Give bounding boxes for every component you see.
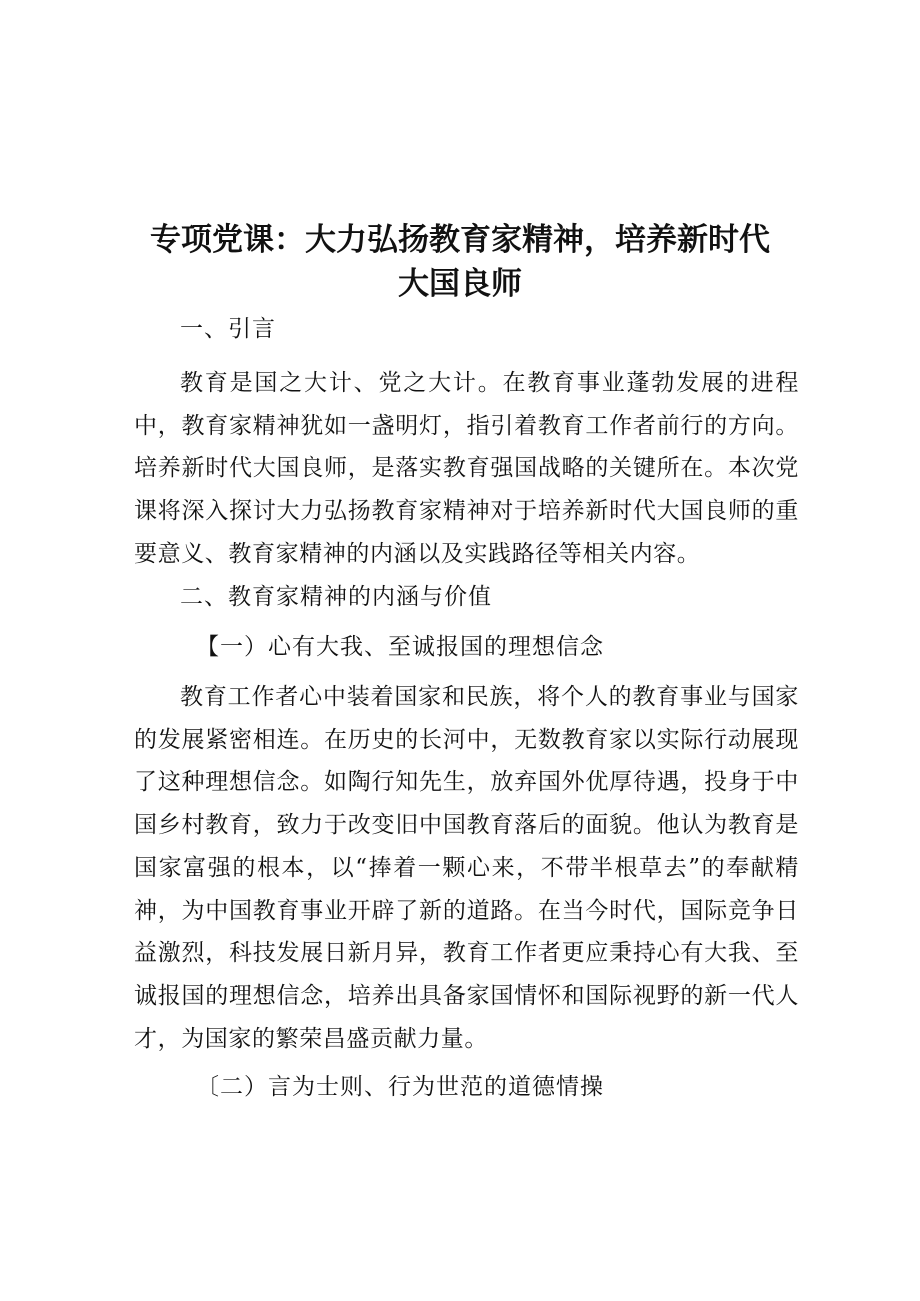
document-title-line-1: 专项党课：大力弘扬教育家精神，培养新时代 — [150, 222, 770, 258]
introduction-paragraph: 教育是国之大计、党之大计。在教育事业蓬勃发展的进程中，教育家精神犹如一盏明灯，指引着教育工作者前行的方向。培养新时代大国良师，是落实教育强国战略的关键所在。本次党课将深入探讨大力弘扬教育家精神对于培养新时代大国良师的重要意义、教育家精神的内涵以及实践路径等相关内容。 — [134, 370, 799, 567]
subsection-heading-moral-sentiment: 〔二）言为士则、行为世范的道德情操 — [196, 1074, 604, 1100]
ideals-beliefs-paragraph: 教育工作者心中装着国家和民族，将个人的教育事业与国家的发展紧密相连。在历史的长河中，无数教育家以实际行动展现了这种理想信念。如陶行知先生，放弃国外优厚待遇，投身于中国乡村教育，致力于改变旧中国教育落后的面貌。他认为教育是国家富强的根本，以“捧着一颗心来，不带半根草去”的奉献精神，为中国教育事业开辟了新的道路。在当今时代，国际竞争日益激烈，科技发展日新月异，教育工作者更应秉持心有大我、至诚报国的理想信念，培养出具备家国情怀和国际视野的新一代人才，为国家的繁荣昌盛贡献力量。 — [134, 684, 799, 1052]
section-heading-connotation-value: 二、教育家精神的内涵与价值 — [180, 584, 492, 610]
section-heading-introduction: 一、引言 — [180, 316, 276, 342]
document-title-line-2: 大国良师 — [398, 266, 522, 302]
subsection-heading-ideals-beliefs: 【一）心有大我、至诚报国的理想信念 — [196, 634, 604, 660]
